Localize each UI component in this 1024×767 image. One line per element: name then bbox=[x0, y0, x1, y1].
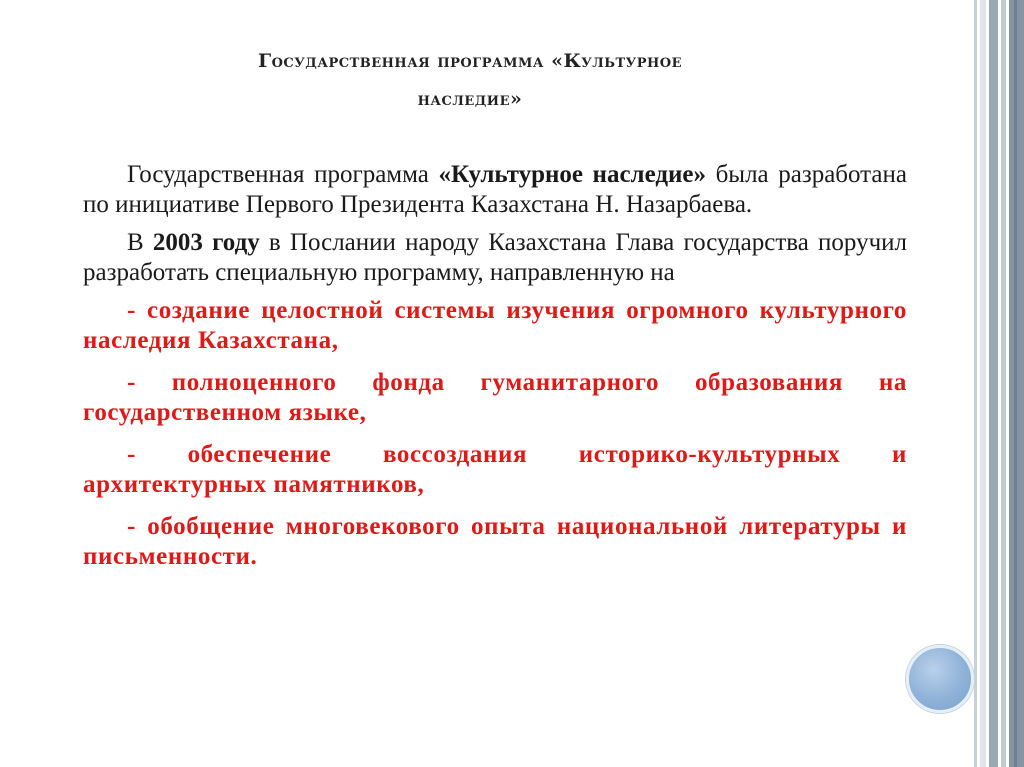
slide-title bbox=[60, 42, 880, 118]
decor-stripe bbox=[1014, 0, 1017, 767]
decor-stripe bbox=[1001, 0, 1006, 767]
paragraph-1-text-a: Государственная программа bbox=[127, 161, 439, 188]
list-item: - полноценного фонда гуманитарного образования на государственном языке, bbox=[83, 369, 907, 426]
decor-stripe bbox=[989, 0, 998, 767]
slide-body bbox=[83, 160, 907, 584]
list-item: - обобщение многовекового опыта национальной литературы и письменности. bbox=[83, 513, 907, 570]
title-line-2: наследие» bbox=[417, 88, 523, 110]
paragraph-1-text-b: была разработана по инициативе Первого Президента Казахстана Н. Назарбаева. bbox=[83, 161, 907, 218]
decor-stripe bbox=[974, 0, 977, 767]
list-item: - обеспечение воссоздания историко-культурных и архитектурных памятников, bbox=[83, 441, 907, 498]
title-line-1: Государственная программа «Культурное bbox=[257, 50, 683, 72]
paragraph-2-text-a: В bbox=[127, 229, 153, 256]
paragraph-2 bbox=[83, 228, 907, 288]
paragraph-1 bbox=[83, 160, 907, 220]
decor-stripe bbox=[980, 0, 986, 767]
paragraph-2-text-b: в Послании народу Казахстана Глава государства поручил разработать специальную программу, направленную на bbox=[83, 229, 907, 286]
decor-circle bbox=[906, 645, 974, 713]
paragraph-2-bold: 2003 году bbox=[152, 229, 260, 256]
paragraph-1-bold: «Культурное наследие» bbox=[438, 161, 706, 188]
list-item: - создание целостной системы изучения огромного культурного наследия Казахстана, bbox=[83, 297, 907, 354]
